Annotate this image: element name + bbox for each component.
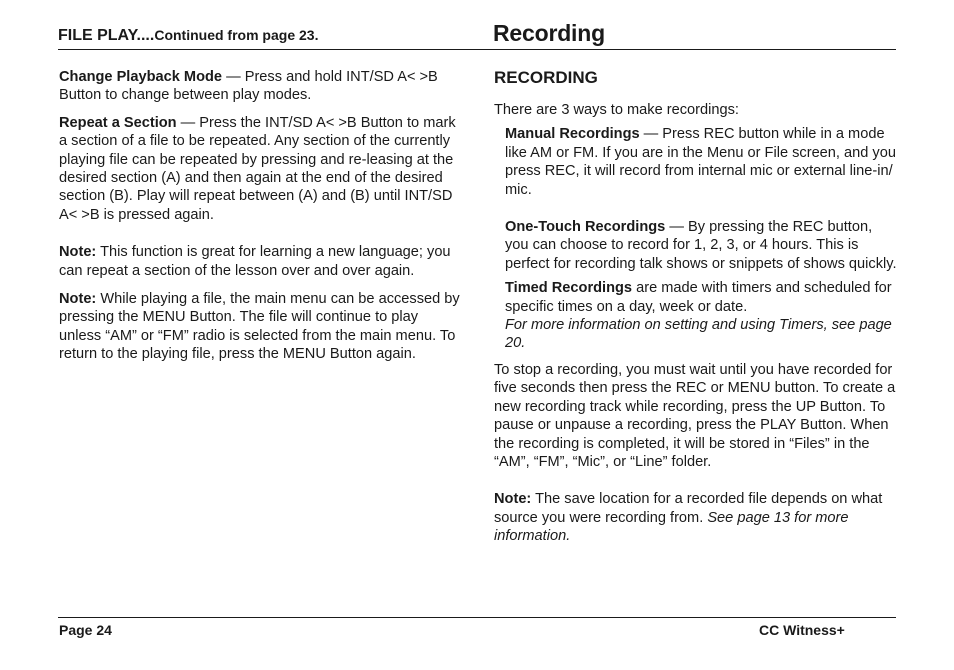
note-menu-text: While playing a file, the main menu can be accessed by pressing the MENU Button. The file will continue to play unless “AM” or “FM” radio is selected from the main menu. To return to the playing file, press the MENU Button again.	[59, 291, 460, 363]
paragraph-stop-recording: To stop a recording, you must wait until you have recorded for five seconds then press the REC or MENU button. To create a new recording track while recording, press the UP Button. To pause or unpause a recording, press the PLAY Button. When the recording is completed, it will be stored in “Files” in the “AM”, “FM”, “Mic”, or “Line” folder.	[494, 361, 896, 470]
manual-recordings-label: Manual Recordings	[505, 126, 640, 143]
paragraph-note-save-location	[494, 490, 898, 545]
timed-recordings-label: Timed Recordings	[505, 280, 633, 297]
note-save-location-text: The save location for a recorded file depends on what source you were recording from.	[494, 491, 883, 526]
note-save-location-label: Note:	[494, 491, 532, 508]
repeat-section-label: Repeat a Section	[59, 114, 177, 131]
timed-recordings-text: are made with timers and scheduled for specific times on a day, week or date.	[505, 280, 892, 315]
recording-intro: There are 3 ways to make recordings:	[494, 102, 739, 118]
header-section-main: FILE PLAY....	[58, 27, 155, 44]
header-continued-note: Continued from page 23.	[154, 27, 319, 43]
note-language-label: Note:	[59, 244, 97, 261]
paragraph-manual-recordings	[494, 125, 898, 199]
repeat-section-text: — Press the INT/SD A< >B Button to mark a section of a file to be repeated. Any section of the currently playing file can be repeated by pressing and re-leasing at the desired section (A) and then again at the end of the desired section (B). Play will repeat between (A) and (B) until INT/SD A< >B is pressed again.	[59, 114, 456, 223]
note-save-location-reference: See page 13 for more information.	[494, 509, 849, 545]
page-number: Page 24	[59, 622, 112, 638]
manual-recordings-text: — Press REC button while in a mode like AM or FM. If you are in the Menu or File screen, and you press REC, it will record from internal mic or external line-in/ mic.	[505, 126, 896, 198]
paragraph-one-touch-recordings	[494, 218, 898, 273]
paragraph-change-playback-mode	[59, 68, 461, 105]
change-playback-mode-label: Change Playback Mode	[59, 69, 223, 85]
product-name: CC Witness+	[759, 622, 845, 638]
paragraph-timed-recordings	[494, 279, 898, 353]
page-title: Recording	[493, 20, 605, 46]
paragraph-repeat-section	[59, 114, 461, 224]
header-section-title	[58, 27, 318, 45]
left-column	[59, 68, 461, 364]
paragraph-note-menu	[59, 290, 461, 364]
paragraph-note-language	[59, 243, 461, 280]
note-menu-label: Note:	[59, 291, 97, 308]
right-column	[494, 68, 898, 546]
note-language-text: This function is great for learning a new language; you can repeat a section of the lesson over and over again.	[59, 244, 451, 279]
one-touch-recordings-label: One-Touch Recordings	[505, 219, 666, 236]
change-playback-mode-text: — Press and hold INT/SD A< >B Button to change between play modes.	[59, 69, 438, 104]
recording-section-title: RECORDING	[494, 68, 598, 87]
footer-rule	[58, 617, 896, 618]
header-rule	[58, 49, 896, 50]
timed-recordings-reference: For more information on setting and using Timers, see page 20.	[505, 317, 892, 352]
one-touch-recordings-text: — By pressing the REC button, you can choose to record for 1, 2, 3, or 4 hours. This is perfect for recording talk shows or snippets of shows quickly.	[505, 219, 897, 272]
